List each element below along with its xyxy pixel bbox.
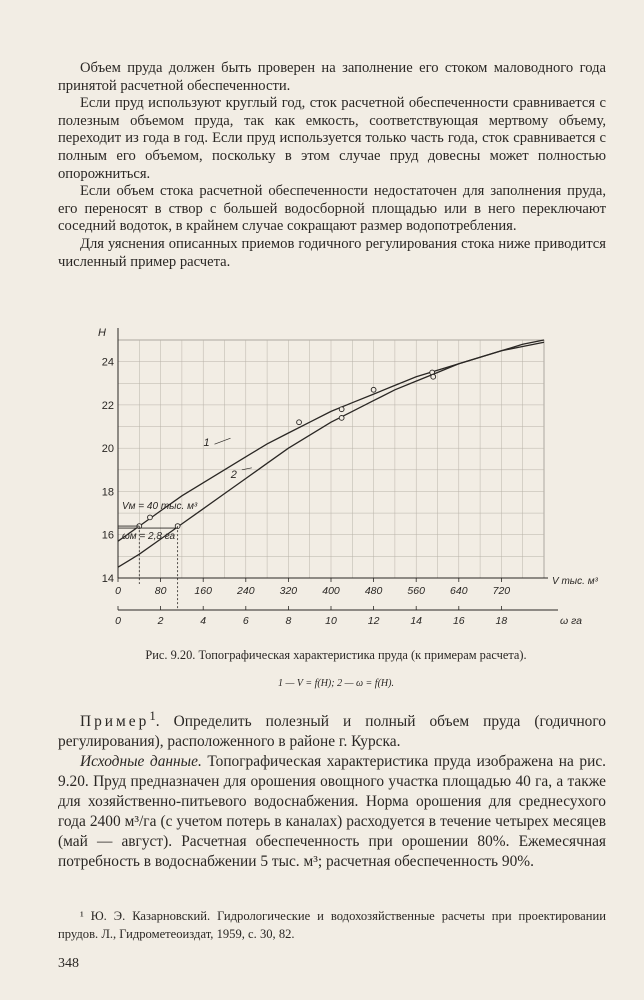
y-tick-label: 22 [101, 399, 114, 412]
x-bottom-tick-label: 14 [410, 615, 423, 627]
series-marker-2 [431, 374, 436, 379]
x-bottom-tick-label: 18 [495, 615, 508, 627]
x-top-tick-label: 320 [279, 585, 298, 597]
annotation-vm-label: Vм = 40 тыс. м³ [122, 500, 198, 512]
series-marker-1 [371, 387, 376, 392]
y-tick-label: 18 [101, 486, 114, 499]
paragraph: Объем пруда должен быть проверен на заполнение его стоком маловодного года принятой расчетной обеспеченности. [58, 60, 606, 94]
series-marker-1 [297, 420, 302, 425]
y-tick-label: 14 [101, 573, 114, 585]
paragraph: Если пруд используют круглый год, сток расчетной обеспеченности сравнивается с полезным объемом пруда, так как емкость, соответствующая мертвому объему, переходит из года в год. Если пруд используется только часть года, сток сравнивается с полным его объемом, поскольку в этом случае пруд довесны может полностью опорожниться. [58, 95, 606, 182]
x-top-tick-label: 240 [237, 585, 255, 597]
x-top-tick-label: 480 [364, 585, 383, 597]
figure-caption: Рис. 9.20. Топографическая характеристика пруда (к примерам расчета). [145, 648, 527, 662]
footnote: ¹ Ю. Э. Казарновский. Гидрологические и водохозяйственные расчеты при проектировании прудов. Л., Гидрометеоиздат, 1959, с. 30, 82. [58, 909, 606, 941]
paragraph: Для уяснения описанных приемов годичного регулирования стока ниже приводится численный пример расчета. [58, 235, 606, 270]
x-top-tick-label: 0 [115, 585, 121, 597]
x-bottom-tick-label: 16 [452, 615, 465, 627]
paragraph: Если объем стока расчетной обеспеченности недостаточен для заполнения пруда, его переносят в створ с большей водосборной площадью или в него переключают соседний водоток, в крайнем случае сокращают размер водопотребления. [58, 183, 606, 235]
series-label-1: 1 [203, 437, 210, 450]
x-top-tick-label: 400 [322, 585, 340, 597]
x-bottom-tick-label: 4 [200, 615, 207, 627]
series-marker-2 [148, 515, 153, 520]
x-top-tick-label: 640 [450, 585, 468, 597]
x-top-tick-label: 160 [194, 585, 212, 597]
x-top-tick-label: 720 [492, 585, 511, 597]
x-bottom-tick-label: 8 [285, 615, 292, 627]
series-leader-2 [242, 468, 252, 470]
x-bottom-tick-label: 12 [367, 615, 380, 627]
y-axis-label: H [98, 327, 106, 339]
example-text-1: Определить полезный и полный объем пруда (годичного регулирования), расположенного в районе г. Курска. [58, 713, 606, 751]
chart-svg [86, 322, 606, 632]
initial-data-paragraph [58, 752, 606, 872]
example-block [58, 706, 606, 872]
x-top-tick-label: 560 [407, 585, 425, 597]
example-paragraph: Пример$^1$. Определить полезный и полный объем пруда (годичного регулирования), расположенного в районе г. Курска. [58, 709, 606, 751]
figure-legend: 1 — V = f(H); 2 — ω = f(H). [278, 678, 394, 689]
x-top-unit-label: V тыс. м³ [552, 576, 598, 587]
example-label: Пример [80, 713, 150, 731]
series-leader-1 [215, 438, 231, 444]
x-bottom-unit-label: ω га [560, 615, 582, 627]
x-bottom-tick-label: 0 [115, 615, 121, 627]
figure-topographic-chart [86, 322, 606, 632]
annotation-wm-label: ωм = 2,8 га [122, 531, 176, 543]
series-marker-2 [339, 415, 344, 420]
series-marker-1 [339, 407, 344, 412]
body-text-top [58, 60, 606, 271]
x-bottom-tick-label: 6 [242, 615, 249, 627]
y-tick-label: 20 [101, 443, 114, 456]
x-bottom-tick-label: 10 [325, 615, 337, 627]
x-top-tick-label: 80 [154, 585, 167, 597]
series-label-2: 2 [230, 468, 237, 481]
x-bottom-tick-label: 2 [157, 615, 164, 627]
page-number: 348 [58, 956, 79, 971]
initial-data-label: Исходные данные. [80, 753, 202, 771]
y-tick-label: 16 [101, 529, 114, 542]
y-tick-label: 24 [101, 356, 114, 369]
initial-data-text: Топографическая характеристика пруда изображена на рис. 9.20. Пруд предназначен для орошения овощного участка площадью 40 га, а также для хозяйственно-питьевого водоснабжения. Норма орошения для среднесухого года 2400 м³/га (с учетом потерь в каналах) расходуется в течение четырех месяцев (май — август). Расчетная обеспеченность при орошении 80%. Ежемесячная потребность в водоснабжении 5 тыс. м³; расчетная обеспеченность 90%. [58, 753, 607, 871]
